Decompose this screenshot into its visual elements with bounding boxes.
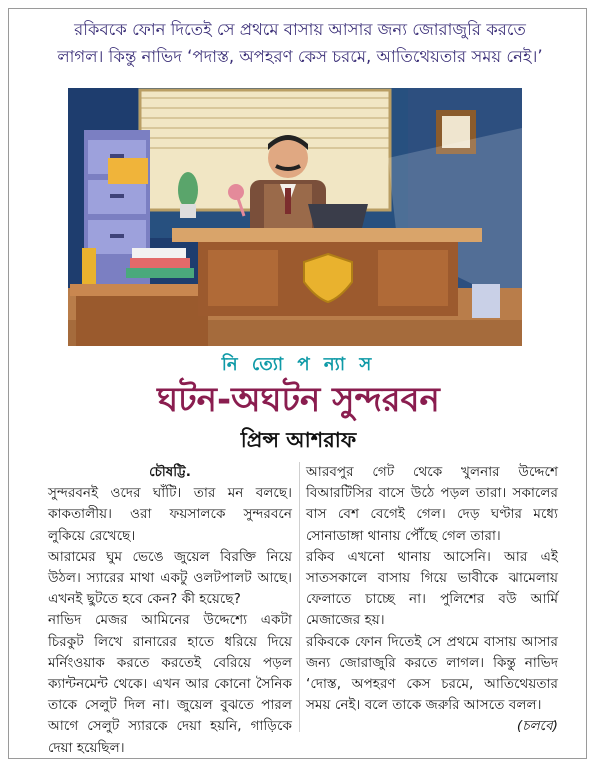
serial-title: ঘটন-অঘটন সুন্দরবন (157, 380, 440, 420)
pull-quote (30, 16, 570, 70)
paragraph: আরামের ঘুম ভেঙে জুয়েল বিরক্তি নিয়ে উঠল। স্যারের মাথা একটু ওলটপালট আছে। এখনই ছুটতে হবে কেন? কী হয়েছে? (48, 548, 292, 608)
pull-quote-line-2: লাগল। কিন্তু নাভিদ ‘পদাস্ত, অপহরণ কেস চরমে, আতিথেয়তার সময় নেই।’ (57, 47, 543, 66)
paragraph: আরবপুর গেট থেকে খুলনার উদ্দেশে বিআরটিসির বাসে উঠে পড়ল তারা। সকালের বাস বেশ বেগেই গেল। দেড় ঘণ্টার মধ্যে সোনাডাঙ্গা থানায় পৌঁছে গেল তারা। (306, 464, 558, 544)
left-column (48, 462, 292, 759)
continued-note: (চলবে) (516, 718, 558, 735)
chapter-number: চৌষট্টি. (149, 464, 191, 480)
section-kicker: নি ত্যো প ন্যা স (221, 354, 376, 375)
police-office-illustration (68, 88, 522, 346)
paragraph: সুন্দরবনই ওদের ঘাঁটি। তার মন বলছে। কাকতালীয়। ওরা ফয়সালকে সুন্দরবনে লুকিয়ে রেখেছে। (48, 485, 292, 544)
author-byline: প্রিন্স আশরাফ (240, 428, 357, 452)
paragraph (306, 632, 558, 735)
paragraph: নাভিদ মেজর আমিনের উদ্দেশ্যে একটা চিরকুট লিখে রানারের হাতে ধরিয়ে দিয়ে মর্নিংওয়াক করতে করতেই বেরিয়ে পড়ল ক্যান্টনমেন্ট থেকে। এখন আর কোনো সৈনিক তাকে সেলুট দিল না। জুয়েল বুঝতে পারল আগে সেলুট স্যারকে দেয়া হয়নি, গাড়িকে দেয়া হয়েছিল। (48, 612, 292, 756)
paragraph-text: রকিবকে ফোন দিতেই সে প্রথমে বাসায় আসার জন্য জোরাজুরি করতে লাগল। কিন্তু নাভিদ ‘দোস্ত, অপহরণ কেস চরমে, আতিথেয়তার সময় নেই। বলে তাকে জরুরি আসতে বলল। (306, 633, 558, 714)
right-column (306, 462, 558, 738)
column-divider (299, 462, 300, 732)
paragraph: রকিব এখনো থানায় আসেনি। আর এই সাতসকালে বাসায় গিয়ে ভাবীকে ঝামেলায় ফেলাতে চাচ্ছে না। পুলিশের বউ আর্মি মেজাজের হয়। (306, 548, 558, 629)
pull-quote-line-1: রকিবকে ফোন দিতেই সে প্রথমে বাসায় আসার জন্য জোরাজুরি করতে (74, 20, 526, 39)
